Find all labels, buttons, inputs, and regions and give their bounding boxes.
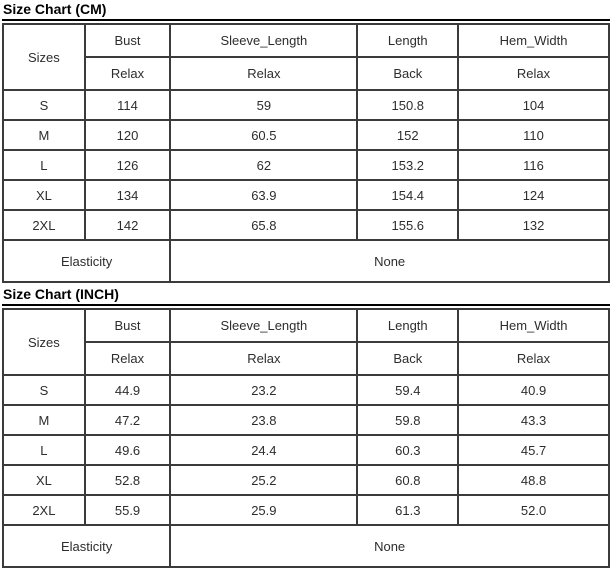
bust-subheader-cell: Relax: [85, 57, 170, 90]
hem-width-value-cell: 110: [458, 120, 609, 150]
table-row-s: [3, 90, 609, 120]
table-row-l: [3, 150, 609, 180]
length-value-cell: 152: [357, 120, 458, 150]
size-chart-inch-section: [2, 286, 610, 568]
table-row-2xl: [3, 210, 609, 240]
hem-width-value-cell: 124: [458, 180, 609, 210]
bust-header-cell: Bust: [85, 24, 170, 57]
bust-value-cell: 134: [85, 180, 170, 210]
length-value-cell: 150.8: [357, 90, 458, 120]
elasticity-label-cell: Elasticity: [3, 240, 170, 282]
hem-width-value-cell: 40.9: [458, 375, 609, 405]
length-value-cell: 153.2: [357, 150, 458, 180]
sleeve-length-value-cell: 59: [170, 90, 357, 120]
sleeve-length-value-cell: 24.4: [170, 435, 357, 465]
sleeve-length-value-cell: 63.9: [170, 180, 357, 210]
length-header-cell: Length: [357, 24, 458, 57]
length-value-cell: 60.8: [357, 465, 458, 495]
bust-subheader-cell: Relax: [85, 342, 170, 375]
header-row-sub: [3, 342, 609, 375]
size-label-cell: 2XL: [3, 495, 85, 525]
table-row-m: [3, 405, 609, 435]
hem-width-value-cell: 45.7: [458, 435, 609, 465]
length-value-cell: 59.4: [357, 375, 458, 405]
length-value-cell: 60.3: [357, 435, 458, 465]
hem-width-header-cell: Hem_Width: [458, 309, 609, 342]
length-header-cell: Length: [357, 309, 458, 342]
sleeve-length-header-cell: Sleeve_Length: [170, 24, 357, 57]
size-chart-inch-title: Size Chart (INCH): [2, 286, 610, 306]
sizes-header-cell: Sizes: [3, 24, 85, 90]
bust-value-cell: 142: [85, 210, 170, 240]
length-value-cell: 61.3: [357, 495, 458, 525]
hem-width-value-cell: 132: [458, 210, 609, 240]
size-label-cell: M: [3, 405, 85, 435]
sleeve-length-value-cell: 25.2: [170, 465, 357, 495]
size-label-cell: 2XL: [3, 210, 85, 240]
sleeve-length-value-cell: 23.8: [170, 405, 357, 435]
header-row-main: [3, 309, 609, 342]
sleeve-length-subheader-cell: Relax: [170, 57, 357, 90]
size-chart-cm-table: [2, 23, 610, 283]
hem-width-value-cell: 43.3: [458, 405, 609, 435]
size-chart-cm-section: [2, 1, 610, 283]
header-row-main: [3, 24, 609, 57]
elasticity-label-cell: Elasticity: [3, 525, 170, 567]
bust-value-cell: 126: [85, 150, 170, 180]
table-row-m: [3, 120, 609, 150]
size-label-cell: L: [3, 435, 85, 465]
header-row-sub: [3, 57, 609, 90]
size-chart-cm-title: Size Chart (CM): [2, 1, 610, 21]
hem-width-header-cell: Hem_Width: [458, 24, 609, 57]
size-label-cell: M: [3, 120, 85, 150]
bust-value-cell: 47.2: [85, 405, 170, 435]
length-value-cell: 155.6: [357, 210, 458, 240]
sizes-header-cell: Sizes: [3, 309, 85, 375]
sleeve-length-value-cell: 60.5: [170, 120, 357, 150]
bust-value-cell: 44.9: [85, 375, 170, 405]
sleeve-length-header-cell: Sleeve_Length: [170, 309, 357, 342]
bust-value-cell: 114: [85, 90, 170, 120]
hem-width-value-cell: 104: [458, 90, 609, 120]
table-row-l: [3, 435, 609, 465]
elasticity-value-cell: None: [170, 240, 609, 282]
size-label-cell: S: [3, 90, 85, 120]
table-row-xl: [3, 180, 609, 210]
hem-width-value-cell: 48.8: [458, 465, 609, 495]
sleeve-length-subheader-cell: Relax: [170, 342, 357, 375]
size-label-cell: XL: [3, 180, 85, 210]
bust-value-cell: 49.6: [85, 435, 170, 465]
table-row-xl: [3, 465, 609, 495]
length-subheader-cell: Back: [357, 342, 458, 375]
elasticity-value-cell: None: [170, 525, 609, 567]
hem-width-value-cell: 52.0: [458, 495, 609, 525]
size-label-cell: L: [3, 150, 85, 180]
hem-width-value-cell: 116: [458, 150, 609, 180]
bust-value-cell: 120: [85, 120, 170, 150]
bust-value-cell: 52.8: [85, 465, 170, 495]
sleeve-length-value-cell: 23.2: [170, 375, 357, 405]
sleeve-length-value-cell: 65.8: [170, 210, 357, 240]
size-label-cell: XL: [3, 465, 85, 495]
hem-width-subheader-cell: Relax: [458, 342, 609, 375]
sleeve-length-value-cell: 62: [170, 150, 357, 180]
table-row-2xl: [3, 495, 609, 525]
hem-width-subheader-cell: Relax: [458, 57, 609, 90]
elasticity-row: [3, 525, 609, 567]
length-value-cell: 154.4: [357, 180, 458, 210]
size-label-cell: S: [3, 375, 85, 405]
size-chart-inch-table: [2, 308, 610, 568]
length-subheader-cell: Back: [357, 57, 458, 90]
length-value-cell: 59.8: [357, 405, 458, 435]
bust-header-cell: Bust: [85, 309, 170, 342]
bust-value-cell: 55.9: [85, 495, 170, 525]
sleeve-length-value-cell: 25.9: [170, 495, 357, 525]
elasticity-row: [3, 240, 609, 282]
table-row-s: [3, 375, 609, 405]
